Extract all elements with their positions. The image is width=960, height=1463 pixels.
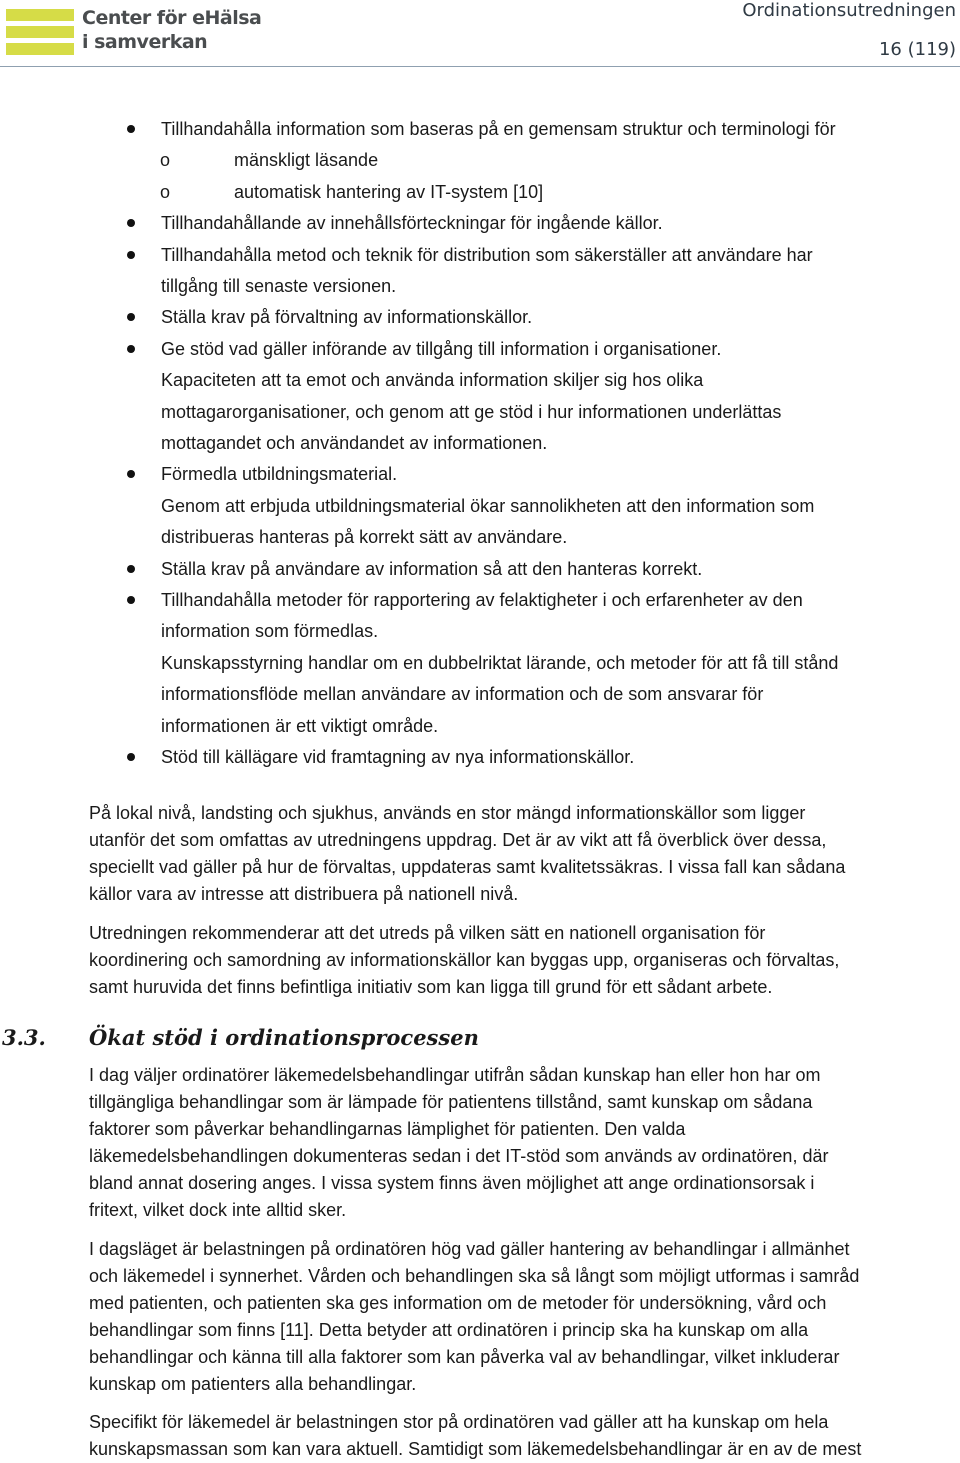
list-item-text: informationen är ett viktigt område.: [161, 715, 439, 736]
logo-text: [82, 6, 261, 54]
bullet-icon: [127, 565, 135, 573]
paragraph-line: koordinering och samordning av informationskällor kan byggas upp, organiseras och förvaltas,: [89, 950, 840, 970]
list-item-text: tillgång till senaste versionen.: [161, 276, 397, 296]
paragraph-medication-knowledge: [89, 1409, 949, 1463]
paragraph-line: kunskapsmassan som kan vara aktuell. Samtidigt som läkemedelsbehandlingar är en av de mest: [89, 1439, 862, 1459]
paragraph-line: bland annat dosering anges. I vissa system finns även möjlighet att ange ordinationsorsak i: [89, 1173, 815, 1193]
paragraph-line: Specifikt för läkemedel är belastningen stor på ordinatören vad gäller att ha kunskap om hela: [89, 1412, 829, 1432]
bullet-icon: [127, 125, 135, 133]
logo-mark: [6, 43, 74, 55]
list-item-text: mottagarorganisationer, och genom att ge stöd i hur informationen underlättas: [161, 401, 782, 422]
paragraph-line: källor vara av intresse att distribuera på nationell nivå.: [89, 884, 519, 904]
bullet-icon: [127, 219, 135, 227]
paragraph-recommendation: [89, 920, 949, 1001]
paragraph-line: och läkemedel i synnerhet. Vården och behandlingen ska så långt som möjligt utformas i samråd: [89, 1266, 860, 1286]
list-item-text: informationsflöde mellan användare av information och de som ansvarar för: [161, 684, 764, 705]
logo-line-2: i samverkan: [82, 31, 208, 53]
paragraph-line: kunskap om patienters alla behandlingar.: [89, 1374, 417, 1394]
logo-mark: [6, 26, 74, 38]
bullet-icon: [127, 596, 135, 604]
logo-line-1: Center för eHälsa: [82, 7, 262, 29]
paragraph-line: Utredningen rekommenderar att det utreds på vilken sätt en nationell organisation för: [89, 923, 766, 943]
sub-list-item-text: automatisk hantering av IT-system [10]: [234, 181, 544, 202]
paragraph-line: fritext, vilket dock inte alltid sker.: [89, 1200, 347, 1220]
paragraph-line: utanför det som omfattas av utredningens uppdrag. Det är av vikt att få överblick över dessa,: [89, 830, 827, 850]
sub-bullet-marker: o: [160, 181, 171, 202]
header-divider: [0, 66, 960, 67]
bullet-icon: [127, 313, 135, 321]
paragraph-workload: [89, 1236, 949, 1398]
list-item-text: Kapaciteten att ta emot och använda information skiljer sig hos olika: [161, 370, 704, 391]
bullet-icon: [127, 251, 135, 259]
paragraph-line: läkemedelsbehandlingen dokumenteras sedan i det IT-stöd som används av ordinatören, där: [89, 1146, 829, 1166]
paragraph-line: faktorer som påverkar behandlingarnas lämplighet för patienten. Den valda: [89, 1119, 686, 1139]
section-title: Ökat stöd i ordinationsprocessen: [89, 1025, 479, 1050]
page-number: 16 (119): [878, 39, 956, 60]
paragraph-line: speciellt vad gäller på hur de förvaltas, uppdateras samt kvalitetssäkras. I vissa fall kan sådana: [89, 857, 846, 877]
paragraph-line: samt huruvida det finns befintliga initiativ som kan ligga till grund för ett sådant arbete.: [89, 977, 773, 997]
list-item-text: Kunskapsstyrning handlar om en dubbelriktat lärande, och metoder för att få till stånd: [161, 652, 839, 673]
logo: [6, 6, 262, 58]
sub-list-item-text: mänskligt läsande: [234, 150, 379, 171]
list-item-text: Ställa krav på användare av information så att den hanteras korrekt.: [161, 558, 703, 579]
bullet-icon: [127, 753, 135, 761]
list-item-text: information som förmedlas.: [161, 621, 379, 642]
paragraph-line: tillgängliga behandlingar som är lämpade för patientens tillstånd, samt kunskap om sådana: [89, 1092, 813, 1112]
paragraph-line: På lokal nivå, landsting och sjukhus, används en stor mängd informationskällor som ligger: [89, 803, 806, 823]
section-number: 3.3.: [2, 1025, 46, 1050]
list-item-text: Tillhandahålla information som baseras på en gemensam struktur och terminologi för: [161, 119, 836, 139]
list-item-text: distribueras hanteras på korrekt sätt av användare.: [161, 527, 568, 548]
paragraph-line: med patienten, och patienten ska ges information om de metoder för undersökning, vård och: [89, 1293, 827, 1313]
sub-bullet-marker: o: [160, 150, 171, 171]
bullet-icon: [127, 470, 135, 478]
paragraph-line: I dag väljer ordinatörer läkemedelsbehandlingar utifrån sådan kunskap han eller hon har om: [89, 1065, 821, 1085]
paragraph-line: behandlingar och känna till alla faktorer som kan påverka val av behandlingar, vilket inkluderar: [89, 1347, 840, 1367]
bullet-icon: [127, 345, 135, 353]
list-item-text: Ställa krav på förvaltning av informationskällor.: [161, 307, 533, 328]
list-item-text: Tillhandahålla metoder för rapportering av felaktigheter i och erfarenheter av den: [161, 590, 803, 610]
list-item-text: mottagandet och användandet av informationen.: [161, 433, 548, 453]
list-item-text: Tillhandahålla metod och teknik för distribution som säkerställer att användare har: [161, 244, 813, 265]
paragraph-local-level: [89, 800, 949, 908]
list-item-text: Förmedla utbildningsmaterial.: [161, 464, 398, 485]
list-item-text: Tillhandahållande av innehållsförteckningar för ingående källor.: [161, 213, 663, 234]
paragraph-line: behandlingar som finns [11]. Detta betyder att ordinatören i princip ska ha kunskap om alla: [89, 1320, 809, 1340]
list-item-text: Ge stöd vad gäller införande av tillgång till information i organisationer.: [161, 338, 722, 359]
logo-mark: [6, 9, 74, 21]
paragraph-line: I dagsläget är belastningen på ordinatören hög vad gäller hantering av behandlingar i allmänhet: [89, 1239, 850, 1259]
list-item-text: Genom att erbjuda utbildningsmaterial ökar sannolikheten att den information som: [161, 495, 815, 516]
document-title: Ordinationsutredningen: [742, 0, 956, 21]
list-item-text: Stöd till källägare vid framtagning av nya informationskällor.: [161, 747, 635, 767]
paragraph-prescribing-today: [89, 1062, 949, 1224]
